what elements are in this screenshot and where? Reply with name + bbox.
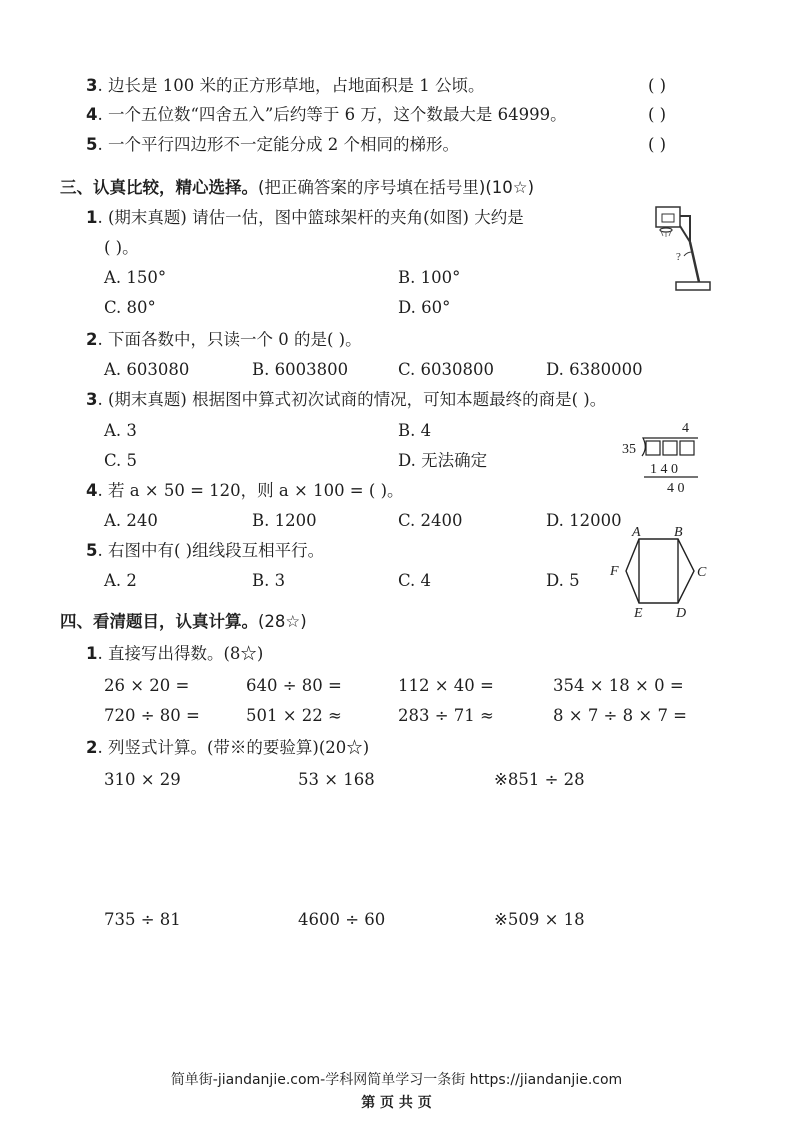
- judge-item-3: [86, 76, 484, 96]
- calc-expression: 283 ÷ 71 ≈: [398, 706, 494, 725]
- calc-q2-text: [86, 738, 369, 758]
- item-text: . 边长是 100 米的正方形草地，占地面积是 1 公顷。: [97, 76, 485, 95]
- question-number: 1: [86, 644, 98, 663]
- q1-answer-bracket[interactable]: ( )。: [104, 238, 139, 257]
- item-number: 5: [86, 135, 98, 154]
- q2-text: [86, 330, 362, 350]
- question-text: . 若 a × 50 = 120，则 a × 100 = ( )。: [97, 481, 404, 500]
- q1-text: [86, 208, 524, 228]
- option-d[interactable]: D. 6380000: [546, 360, 643, 379]
- option-a[interactable]: A. 603080: [104, 360, 190, 379]
- vertical-calc-item: ※851 ÷ 28: [494, 770, 585, 789]
- question-number: 5: [86, 541, 98, 560]
- calc-expression: 26 × 20 =: [104, 676, 190, 695]
- footer-watermark: 简单街-jiandanjie.com-学科网简单学习一条街 https://jiandanjie.com: [170, 1072, 623, 1088]
- label-b: B: [674, 525, 683, 540]
- q5-text: [86, 541, 324, 561]
- basketball-hoop-figure: [652, 204, 714, 296]
- question-text: . 下面各数中，只读一个 0 的是( )。: [97, 330, 362, 349]
- option-b[interactable]: B. 3: [252, 571, 286, 590]
- calc-expression: 640 ÷ 80 =: [246, 676, 342, 695]
- option-b[interactable]: B. 100°: [398, 268, 461, 287]
- section-4-title: [60, 612, 307, 632]
- option-b[interactable]: B. 4: [398, 421, 432, 440]
- division-product: 1 4 0: [650, 462, 678, 477]
- option-a[interactable]: A. 3: [104, 421, 137, 440]
- page-number: 第 页 共 页: [361, 1095, 432, 1111]
- item-number: 3: [86, 76, 98, 95]
- label-d: D: [676, 606, 687, 618]
- calc-expression: 354 × 18 × 0 =: [553, 676, 684, 695]
- option-c[interactable]: C. 4: [398, 571, 432, 590]
- question-number: 3: [86, 390, 98, 409]
- section-heading: 四、看清题目，认真计算。: [60, 612, 258, 631]
- section-3-title: [60, 178, 534, 198]
- calc-q1-text: [86, 644, 263, 664]
- question-number: 4: [86, 481, 98, 500]
- vertical-calc-item: 310 × 29: [104, 770, 181, 789]
- option-c[interactable]: C. 2400: [398, 511, 463, 530]
- section-note: (把正确答案的序号填在括号里)(10☆): [258, 178, 535, 197]
- digit-box: [680, 441, 694, 455]
- q4-text: [86, 481, 404, 501]
- question-text: . (期末真题) 根据图中算式初次试商的情况，可知本题最终的商是( )。: [97, 390, 607, 409]
- option-a[interactable]: A. 150°: [104, 268, 167, 287]
- calc-expression: 8 × 7 ÷ 8 × 7 =: [553, 706, 688, 725]
- option-c[interactable]: C. 80°: [104, 298, 156, 317]
- question-number: 2: [86, 738, 98, 757]
- option-c[interactable]: C. 6030800: [398, 360, 495, 379]
- answer-bracket[interactable]: ( ): [648, 76, 667, 95]
- division-divisor: 35: [622, 442, 636, 457]
- division-remainder: 4 0: [667, 481, 685, 496]
- vertical-calc-item: 4600 ÷ 60: [298, 910, 386, 929]
- question-number: 1: [86, 208, 98, 227]
- item-text: . 一个五位数“四舍五入”后约等于 6 万，这个数最大是 64999。: [97, 105, 567, 124]
- division-quotient: 4: [682, 421, 689, 436]
- calc-expression: 720 ÷ 80 =: [104, 706, 200, 725]
- vertical-calc-item: ※509 × 18: [494, 910, 585, 929]
- item-number: 4: [86, 105, 98, 124]
- label-e: E: [634, 606, 643, 618]
- q3-text: [86, 390, 606, 410]
- question-number: 2: [86, 330, 98, 349]
- hexagon: [626, 539, 694, 603]
- question-text: . 右图中有( )组线段互相平行。: [97, 541, 325, 560]
- option-d[interactable]: D. 12000: [546, 511, 622, 530]
- label-f: F: [610, 564, 619, 579]
- option-b[interactable]: B. 1200: [252, 511, 317, 530]
- calc-expression: 112 × 40 =: [398, 676, 494, 695]
- option-c[interactable]: C. 5: [104, 451, 138, 470]
- question-text: . 列竖式计算。(带※的要验算)(20☆): [97, 738, 370, 757]
- judge-item-4: [86, 105, 567, 125]
- long-division-figure: [618, 418, 704, 496]
- backboard: [656, 207, 680, 227]
- option-d[interactable]: D. 5: [546, 571, 580, 590]
- digit-box: [663, 441, 677, 455]
- vertical-calc-item: 53 × 168: [298, 770, 375, 789]
- label-a: A: [632, 525, 641, 540]
- option-d[interactable]: D. 无法确定: [398, 451, 488, 470]
- hexagon-figure: [606, 522, 716, 618]
- option-a[interactable]: A. 2: [104, 571, 137, 590]
- label-c: C: [697, 565, 707, 580]
- base: [676, 282, 710, 290]
- hoop-rim: [660, 228, 672, 232]
- arm-brace: [680, 226, 690, 242]
- angle-mark: ?: [676, 251, 681, 263]
- backboard-inner: [662, 214, 674, 222]
- vertical-calc-item: 735 ÷ 81: [104, 910, 181, 929]
- answer-bracket[interactable]: ( ): [648, 135, 667, 154]
- answer-bracket[interactable]: ( ): [648, 105, 667, 124]
- angle-arc: [684, 252, 692, 256]
- judge-item-5: [86, 135, 459, 155]
- option-b[interactable]: B. 6003800: [252, 360, 349, 379]
- question-text: . 直接写出得数。(8☆): [97, 644, 264, 663]
- option-a[interactable]: A. 240: [104, 511, 158, 530]
- calc-expression: 501 × 22 ≈: [246, 706, 342, 725]
- section-points: (28☆): [258, 612, 307, 631]
- section-heading: 三、认真比较，精心选择。: [60, 178, 258, 197]
- digit-box: [646, 441, 660, 455]
- item-text: . 一个平行四边形不一定能分成 2 个相同的梯形。: [97, 135, 459, 154]
- pole: [690, 242, 699, 282]
- question-text: . (期末真题) 请估一估，图中篮球架杆的夹角(如图) 大约是: [97, 208, 524, 227]
- option-d[interactable]: D. 60°: [398, 298, 451, 317]
